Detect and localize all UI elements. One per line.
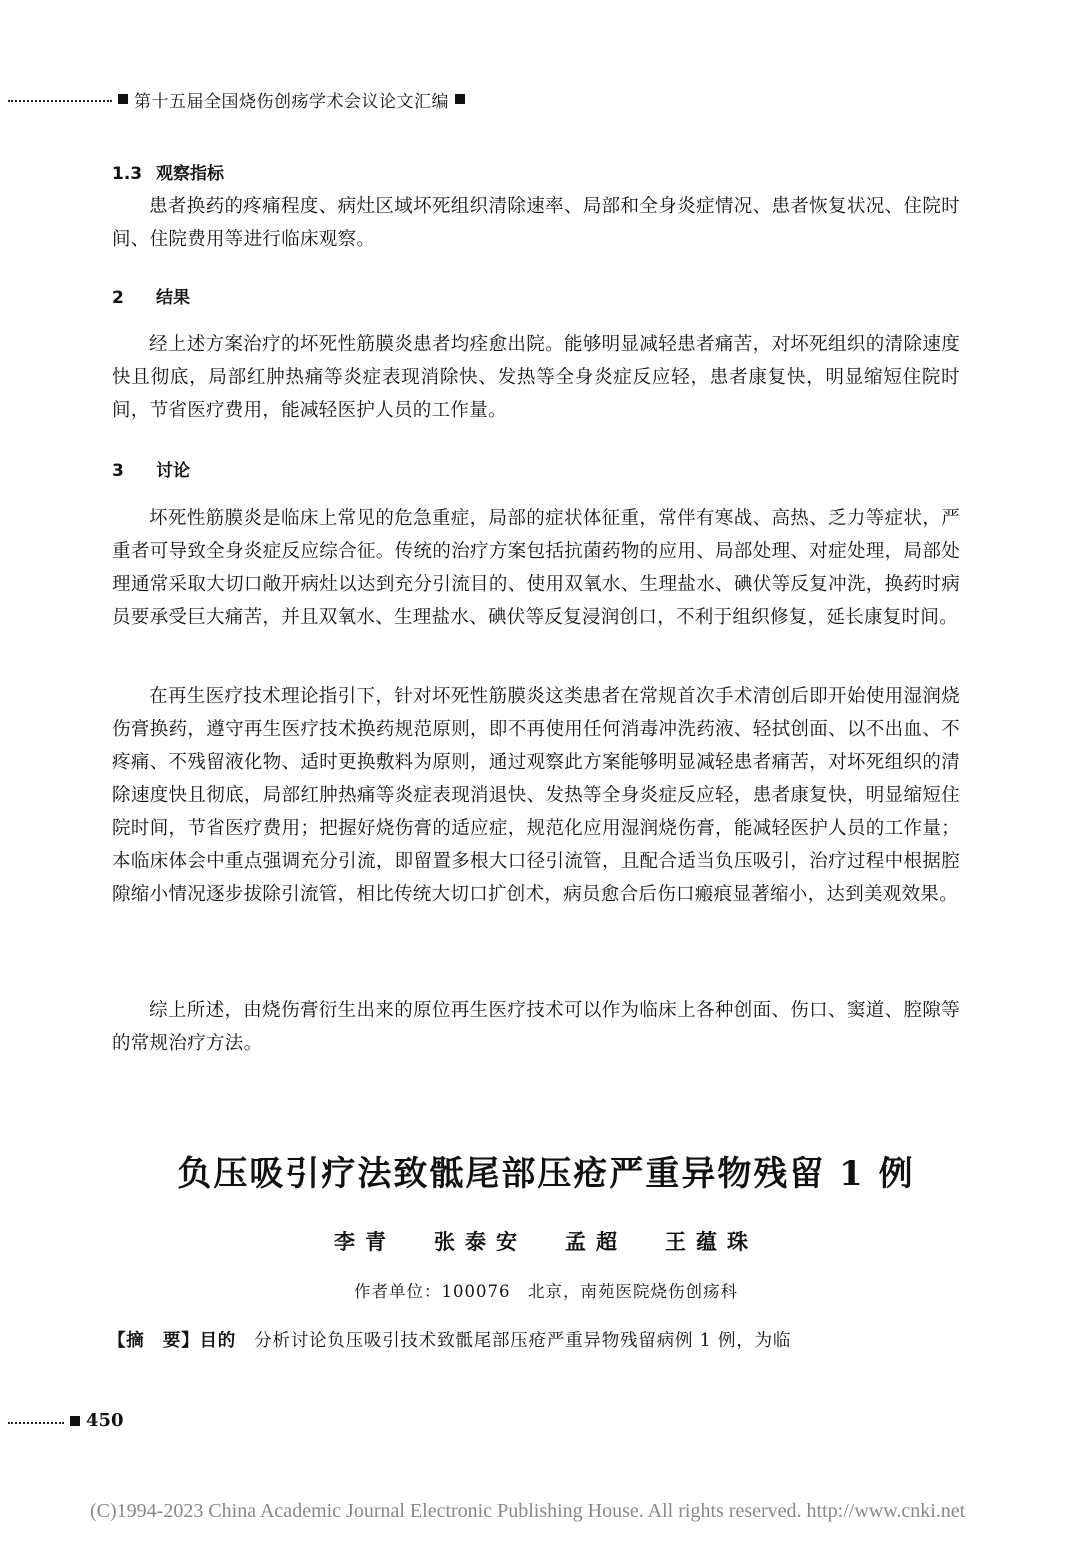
running-header [8,84,768,114]
article-title: 负压吸引疗法致骶尾部压疮严重异物残留 1 例 [177,1154,915,1194]
section-heading-2 [112,283,190,308]
author-name: 王蕴珠 [665,1229,758,1254]
footer-dotted-rule [8,1422,64,1424]
paragraph-results: 经上述方案治疗的坏死性筋膜炎患者均痊愈出院。能够明显减轻患者痛苦，对坏死组织的清除速度快且彻底，局部红肿热痛等炎症表现消除快、发热等全身炎症反应轻，患者康复快，明显缩短住院时间，节省医疗费用，能减轻医护人员的工作量。 [112,334,960,421]
section-number: 1.3 [112,164,143,184]
author-name: 张泰安 [434,1229,527,1254]
page-number: 450 [86,1410,124,1431]
author-name: 李青 [334,1229,396,1254]
author-affiliation: 作者单位：100076 北京，南苑医院烧伤创疡科 [354,1282,738,1301]
paragraph-observation: 患者换药的疼痛程度、病灶区域坏死组织清除速率、局部和全身炎症情况、患者恢复状况、住院时间、住院费用等进行临床观察。 [112,196,960,250]
header-square-bullet [118,94,128,104]
footer-square-bullet [70,1416,80,1426]
section-title: 结果 [156,288,190,308]
section-heading-1-3 [112,159,224,184]
section-number: 2 [112,288,124,308]
section-number: 3 [112,461,124,481]
paragraph-discussion-3: 综上所述，由烧伤膏衍生出来的原位再生医疗技术可以作为临床上各种创面、伤口、窦道、腔隙等的常规治疗方法。 [112,1000,960,1054]
copyright-notice: (C)1994-2023 China Academic Journal Electronic Publishing House. All rights reserved. http://www.cnki.net [90,1500,966,1522]
abstract-label: 【摘 要】 [108,1331,200,1351]
author-name: 孟超 [565,1229,627,1254]
header-dotted-rule [8,100,112,102]
paragraph-discussion-2: 在再生医疗技术理论指引下，针对坏死性筋膜炎这类患者在常规首次手术清创后即开始使用湿润烧伤膏换药，遵守再生医疗技术换药规范原则，即不再使用任何消毒冲洗药液、轻拭创面、以不出血、不疼痛、不残留液化物、适时更换敷料为原则，通过观察此方案能够明显减轻患者痛苦，对坏死组织的清除速度快且彻底，局部红肿热痛等炎症表现消退快、发热等全身炎症反应轻，患者康复快，明显缩短住院时间，节省医疗费用；把握好烧伤膏的适应症，规范化应用湿润烧伤膏，能减轻医护人员的工作量；本临床体会中重点强调充分引流，即留置多根大口径引流管，且配合适当负压吸引，治疗过程中根据腔隙缩小情况逐步拔除引流管，相比传统大切口扩创术，病员愈合后伤口瘢痕显著缩小，达到美观效果。 [112,686,960,905]
journal-name: 第十五届全国烧伤创疡学术会议论文汇编 [134,91,449,112]
paragraph-discussion-1: 坏死性筋膜炎是临床上常见的危急重症，局部的症状体征重，常伴有寒战、高热、乏力等症状，严重者可导致全身炎症反应综合征。传统的治疗方案包括抗菌药物的应用、局部处理、对症处理，局部处理通常采取大切口敞开病灶以达到充分引流目的、使用双氧水、生理盐水、碘伏等反复冲洗，换药时病员要承受巨大痛苦，并且双氧水、生理盐水、碘伏等反复浸润创口，不利于组织修复，延长康复时间。 [112,508,960,628]
section-title: 讨论 [156,461,190,481]
header-square-bullet [455,94,465,104]
page-footer [8,1410,124,1431]
author-list [0,1226,1092,1256]
abstract-text: 分析讨论负压吸引技术致骶尾部压疮严重异物残留病例 1 例，为临 [254,1331,792,1351]
abstract [108,1327,968,1352]
section-title: 观察指标 [156,164,224,184]
section-heading-3 [112,456,190,481]
abstract-purpose-label: 目的 [199,1331,237,1351]
